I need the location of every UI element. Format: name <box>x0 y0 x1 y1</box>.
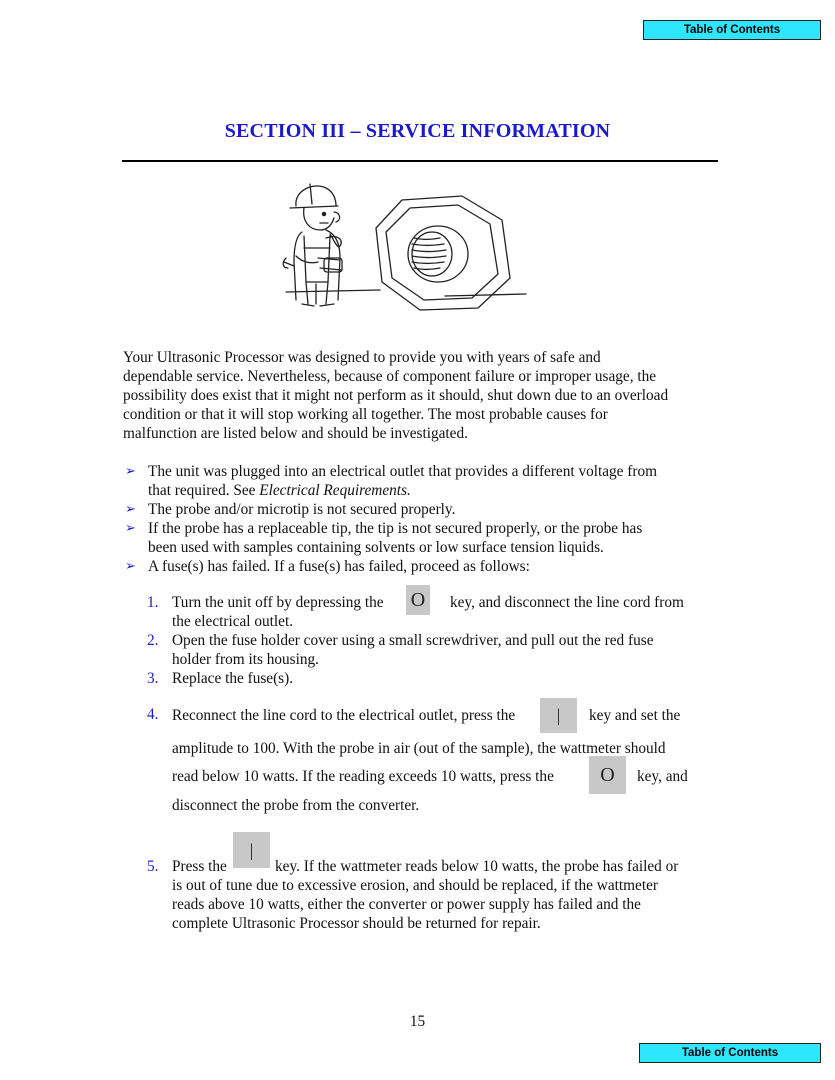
causes-list <box>123 462 723 576</box>
arrow-bullet-icon: ➢ <box>125 559 136 574</box>
list-item-text: The probe and/or microtip is not secured properly. <box>148 501 456 518</box>
step-text: Press the <box>172 858 227 875</box>
step-text: complete Ultrasonic Processor should be returned for repair. <box>172 915 541 932</box>
step-text: disconnect the probe from the converter. <box>172 796 420 814</box>
list-item-text: If the probe has a replaceable tip, the tip is not secured properly, or the probe has <box>148 520 643 537</box>
list-item <box>123 462 723 500</box>
electrical-requirements-reference: Electrical Requirements. <box>259 482 411 499</box>
list-item <box>123 557 723 576</box>
list-item-text <box>148 481 723 500</box>
worker-and-nut-illustration <box>280 178 530 328</box>
list-item <box>123 519 723 557</box>
intro-line: dependable service. Nevertheless, because of component failure or improper usage, the <box>123 368 657 385</box>
step-5 <box>147 857 717 933</box>
step-line <box>172 763 717 792</box>
off-key-icon: O <box>589 756 626 794</box>
list-item <box>123 500 723 519</box>
arrow-bullet-icon: ➢ <box>125 521 136 536</box>
off-key-icon: O <box>406 585 430 615</box>
arrow-bullet-icon: ➢ <box>125 502 136 517</box>
step-text: Reconnect the line cord to the electrical outlet, press the <box>172 707 516 724</box>
step-number: 3. <box>147 670 159 687</box>
intro-paragraph <box>123 348 713 443</box>
step-line <box>172 706 717 735</box>
list-item-text: been used with samples containing solvents or low surface tension liquids. <box>148 539 604 556</box>
step-3 <box>147 669 717 688</box>
step-text: is out of tune due to excessive erosion, and should be replaced, if the wattmeter <box>172 877 658 894</box>
step-text: the electrical outlet. <box>172 613 294 630</box>
title-divider <box>122 160 718 162</box>
arrow-bullet-icon: ➢ <box>125 464 136 479</box>
step-2 <box>147 631 717 669</box>
step-line <box>172 593 717 612</box>
step-text: reads above 10 watts, either the converter or power supply has failed and the <box>172 896 641 913</box>
step-text: key, and disconnect the line cord from <box>450 594 684 611</box>
step-number: 2. <box>147 632 159 649</box>
step-text: holder from its housing. <box>172 651 320 668</box>
step-text: key and set the <box>589 707 681 724</box>
list-item-text: A fuse(s) has failed. If a fuse(s) has failed, proceed as follows: <box>148 558 530 575</box>
step-number: 4. <box>147 706 159 723</box>
step-text: key, and <box>637 768 688 785</box>
toc-button-bottom[interactable]: Table of Contents <box>639 1043 821 1063</box>
step-number: 5. <box>147 858 159 875</box>
on-key-icon: | <box>540 698 577 733</box>
intro-line: condition or that it will stop working all together. The most probable causes for <box>123 406 608 423</box>
list-item-text: The unit was plugged into an electrical outlet that provides a different voltage from <box>148 463 658 480</box>
step-text: Replace the fuse(s). <box>172 670 294 687</box>
step-text: Open the fuse holder cover using a small screwdriver, and pull out the red fuse <box>172 632 654 649</box>
text-fragment: that required. See <box>148 482 260 499</box>
step-text: key. If the wattmeter reads below 10 watts, the probe has failed or <box>275 858 679 875</box>
step-1 <box>147 593 717 631</box>
step-number: 1. <box>147 594 159 611</box>
step-text: amplitude to 100. With the probe in air (out of the sample), the wattmeter should <box>172 739 666 757</box>
step-text: read below 10 watts. If the reading exceeds 10 watts, press the <box>172 768 554 785</box>
intro-line: Your Ultrasonic Processor was designed to provide you with years of safe and <box>123 349 601 366</box>
page-number: 15 <box>409 1013 426 1030</box>
step-text: Turn the unit off by depressing the <box>172 594 384 611</box>
intro-line: malfunction are listed below and should be investigated. <box>123 425 468 442</box>
intro-line: possibility does exist that it might not perform as it should, shut down due to an overload <box>123 387 669 404</box>
on-key-icon: | <box>233 832 270 868</box>
toc-button-top[interactable]: Table of Contents <box>643 20 821 40</box>
step-4 <box>147 706 717 820</box>
section-title: SECTION III – SERVICE INFORMATION <box>224 120 611 142</box>
